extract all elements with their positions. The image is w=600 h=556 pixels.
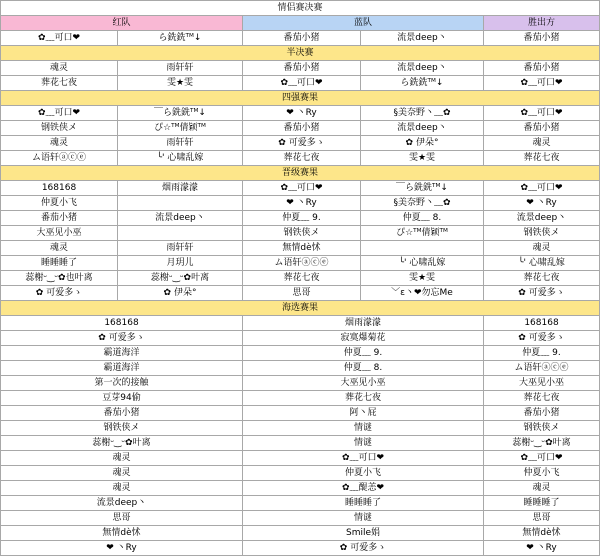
semi-cell: 雨轩轩 — [118, 61, 243, 76]
semi-cell: ✿﹏可口❤ — [243, 76, 361, 91]
quarter-cell: ✿ 伊朵° — [361, 136, 484, 151]
promo-row — [1, 226, 600, 241]
promo-row — [1, 181, 600, 196]
prelim-winner-cell: 魂灵 — [484, 481, 600, 496]
prelim-row — [1, 526, 600, 541]
prelim-blue-cell: Smile娟 — [243, 526, 484, 541]
quarter-row — [1, 151, 600, 166]
prelim-blue-cell: 仲夏﹏ 8. — [243, 361, 484, 376]
quarter-cell: ぴ☆ᵀᴹ倩颖ᵀᴹ — [118, 121, 243, 136]
prelim-blue-cell: 葬花七夜 — [243, 391, 484, 406]
promo-cell: 番茄小猪 — [1, 211, 118, 226]
promo-cell: 钢铁侠メ — [484, 226, 600, 241]
prelim-blue-cell: ✿﹏醍恙❤ — [243, 481, 484, 496]
prelim-blue-cell: 大巫见小巫 — [243, 376, 484, 391]
prelim-red-cell: 思哥 — [1, 511, 243, 526]
promo-cell: 月玥儿 — [118, 256, 243, 271]
quarter-cell: 钢铁侠メ — [1, 121, 118, 136]
semi-section-title: 半决赛 — [1, 46, 600, 61]
final-row — [1, 31, 600, 46]
promo-cell: 流景deep丶 — [118, 211, 243, 226]
promo-cell: 流景deep丶 — [484, 211, 600, 226]
prelim-section-row — [1, 301, 600, 316]
quarter-cell: 魂灵 — [1, 136, 118, 151]
prelim-blue-cell: 睡睡睡了 — [243, 496, 484, 511]
final-cell: 番茄小猪 — [243, 31, 361, 46]
prelim-row — [1, 346, 600, 361]
semi-cell: ら銑銑ᵀᴹ↓ — [361, 76, 484, 91]
prelim-blue-cell: 寂寞爆菊花 — [243, 331, 484, 346]
red-team-header: 红队 — [1, 16, 243, 31]
prelim-row — [1, 361, 600, 376]
prelim-winner-cell: ❤ 丶Ry — [484, 541, 600, 556]
prelim-red-cell: 霸道海洋 — [1, 346, 243, 361]
prelim-row — [1, 406, 600, 421]
prelim-red-cell: 钢铁侠メ — [1, 421, 243, 436]
quarter-cell: ✿﹏可口❤ — [1, 106, 118, 121]
prelim-winner-cell: 睡睡睡了 — [484, 496, 600, 511]
promo-cell: 葬花七夜 — [243, 271, 361, 286]
prelim-blue-cell: 仲夏小飞 — [243, 466, 484, 481]
promo-cell: 仲夏小飞 — [1, 196, 118, 211]
prelim-row — [1, 436, 600, 451]
prelim-winner-cell: 蕊榭ᵕ‿ᵕ✿叶离 — [484, 436, 600, 451]
results-body — [1, 1, 600, 556]
promo-cell: ム语轩ⓐⓒⓔ — [243, 256, 361, 271]
quarter-cell: 番茄小猪 — [243, 121, 361, 136]
semi-cell: 雯★雯 — [118, 76, 243, 91]
prelim-winner-cell: ✿﹏可口❤ — [484, 451, 600, 466]
quarter-cell: §美奈野丶﹏✿ — [361, 106, 484, 121]
semi-cell: 流景deep丶 — [361, 61, 484, 76]
prelim-red-cell: ✿ 可爱多ゝ — [1, 331, 243, 346]
prelim-winner-cell: 思哥 — [484, 511, 600, 526]
promo-cell: §美奈野丶﹏✿ — [361, 196, 484, 211]
prelim-winner-cell: 番茄小猪 — [484, 406, 600, 421]
prelim-red-cell: ❤ 丶Ry — [1, 541, 243, 556]
prelim-winner-cell: ム语轩ⓐⓒⓔ — [484, 361, 600, 376]
quarter-cell: ❤ 丶Ry — [243, 106, 361, 121]
prelim-red-cell: 豆芽94偷 — [1, 391, 243, 406]
promo-cell: ╰' 心啸乱嫁 — [361, 256, 484, 271]
prelim-row — [1, 421, 600, 436]
winner-header: 胜出方 — [484, 16, 600, 31]
quarter-cell: 番茄小猪 — [484, 121, 600, 136]
promo-cell: ╰' 心啸乱嫁 — [484, 256, 600, 271]
quarter-cell: 雨轩轩 — [118, 136, 243, 151]
prelim-winner-cell: 钢铁侠メ — [484, 421, 600, 436]
promo-cell: ✿﹏可口❤ — [484, 181, 600, 196]
prelim-winner-cell: 葬花七夜 — [484, 391, 600, 406]
title-row — [1, 1, 600, 16]
promo-cell: 168168 — [1, 181, 118, 196]
semi-cell: 魂灵 — [1, 61, 118, 76]
promo-cell: ✿﹏可口❤ — [243, 181, 361, 196]
prelim-winner-cell: 仲夏﹏ 9. — [484, 346, 600, 361]
quarter-section-title: 四强赛果 — [1, 91, 600, 106]
promo-cell: ✿ 可爱多ゝ — [1, 286, 118, 301]
prelim-blue-cell: 烟雨濛濛 — [243, 316, 484, 331]
prelim-row — [1, 466, 600, 481]
semi-row — [1, 76, 600, 91]
prelim-winner-cell: 無情dè怵 — [484, 526, 600, 541]
promo-row — [1, 211, 600, 226]
prelim-row — [1, 376, 600, 391]
semi-cell: 葬花七夜 — [1, 76, 118, 91]
page-title: 情侣赛决赛 — [1, 1, 600, 16]
quarter-row — [1, 136, 600, 151]
quarter-cell: ￣ら銑銑ᵀᴹ↓ — [118, 106, 243, 121]
promo-cell: ✿ 伊朵° — [118, 286, 243, 301]
prelim-red-cell: 第一次的接触 — [1, 376, 243, 391]
semi-cell: 番茄小猪 — [484, 61, 600, 76]
prelim-winner-cell: 仲夏小飞 — [484, 466, 600, 481]
prelim-row — [1, 511, 600, 526]
promo-cell — [361, 241, 484, 256]
promo-cell: 葬花七夜 — [484, 271, 600, 286]
prelim-blue-cell: 仲夏﹏ 9. — [243, 346, 484, 361]
final-cell: ✿﹏可口❤ — [1, 31, 118, 46]
quarter-cell: 魂灵 — [484, 136, 600, 151]
prelim-row — [1, 316, 600, 331]
promo-cell: 仲夏﹏ 9. — [243, 211, 361, 226]
header-row — [1, 16, 600, 31]
prelim-red-cell: 流景deep丶 — [1, 496, 243, 511]
prelim-blue-cell: 情谜 — [243, 436, 484, 451]
prelim-red-cell: 魂灵 — [1, 481, 243, 496]
quarter-cell: 雯★雯 — [361, 151, 484, 166]
blue-team-header: 蓝队 — [243, 16, 484, 31]
prelim-winner-cell: ✿ 可爱多ゝ — [484, 331, 600, 346]
promo-row — [1, 241, 600, 256]
promo-row — [1, 256, 600, 271]
promo-cell: 雨轩轩 — [118, 241, 243, 256]
quarter-section-row — [1, 91, 600, 106]
prelim-row — [1, 451, 600, 466]
prelim-blue-cell: ✿﹏可口❤ — [243, 451, 484, 466]
promo-cell: 仲夏﹏ 8. — [361, 211, 484, 226]
prelim-row — [1, 331, 600, 346]
promo-section-row — [1, 166, 600, 181]
promo-cell: ぴ☆ᵀᴹ倩颖ᵀᴹ — [361, 226, 484, 241]
quarter-cell: 流景deep丶 — [361, 121, 484, 136]
promo-cell — [118, 196, 243, 211]
promo-cell: 無情dè怵 — [243, 241, 361, 256]
prelim-winner-cell: 大巫见小巫 — [484, 376, 600, 391]
quarter-row — [1, 121, 600, 136]
prelim-blue-cell: 阿丶屁 — [243, 406, 484, 421]
promo-section-title: 晋级赛果 — [1, 166, 600, 181]
prelim-red-cell: 霸道海洋 — [1, 361, 243, 376]
promo-cell — [118, 226, 243, 241]
promo-cell: 烟雨濛濛 — [118, 181, 243, 196]
semi-section-row — [1, 46, 600, 61]
prelim-red-cell: 魂灵 — [1, 451, 243, 466]
final-cell: 番茄小猪 — [484, 31, 600, 46]
prelim-row — [1, 496, 600, 511]
prelim-red-cell: 蕊榭ᵕ‿ᵕ✿叶离 — [1, 436, 243, 451]
promo-cell: 思哥 — [243, 286, 361, 301]
promo-row — [1, 271, 600, 286]
prelim-red-cell: 魂灵 — [1, 466, 243, 481]
prelim-blue-cell: 情谜 — [243, 511, 484, 526]
promo-cell: ✿ 可爱多ゝ — [484, 286, 600, 301]
promo-cell: 雯★雯 — [361, 271, 484, 286]
final-cell: ら銑銑ᵀᴹ↓ — [118, 31, 243, 46]
promo-cell: ❤ 丶Ry — [484, 196, 600, 211]
quarter-row — [1, 106, 600, 121]
promo-cell: ￣ら銑銑ᵀᴹ↓ — [361, 181, 484, 196]
prelim-row — [1, 541, 600, 556]
promo-row — [1, 196, 600, 211]
promo-cell: 大巫见小巫 — [1, 226, 118, 241]
final-cell: 流景deep丶 — [361, 31, 484, 46]
promo-row — [1, 286, 600, 301]
prelim-blue-cell: ✿ 可爱多ゝ — [243, 541, 484, 556]
prelim-blue-cell: 情谜 — [243, 421, 484, 436]
promo-cell: 魂灵 — [1, 241, 118, 256]
promo-cell: 魂灵 — [484, 241, 600, 256]
promo-cell: ❤ 丶Ry — [243, 196, 361, 211]
semi-cell: 番茄小猪 — [243, 61, 361, 76]
promo-cell: 睡睡睡了 — [1, 256, 118, 271]
quarter-cell: ム语轩ⓐⓒⓔ — [1, 151, 118, 166]
prelim-row — [1, 481, 600, 496]
prelim-section-title: 海选赛果 — [1, 301, 600, 316]
quarter-cell: 葬花七夜 — [243, 151, 361, 166]
promo-cell: 蕊榭ᵕ‿ᵕ✿也叶离 — [1, 271, 118, 286]
quarter-cell: ✿﹏可口❤ — [484, 106, 600, 121]
quarter-cell: 葬花七夜 — [484, 151, 600, 166]
prelim-red-cell: 無情dè怵 — [1, 526, 243, 541]
promo-cell: 钢铁侠メ — [243, 226, 361, 241]
prelim-row — [1, 391, 600, 406]
prelim-red-cell: 168168 — [1, 316, 243, 331]
quarter-cell: ✿ 可爱多ゝ — [243, 136, 361, 151]
prelim-red-cell: 番茄小猪 — [1, 406, 243, 421]
quarter-cell: ╰' 心啸乱嫁 — [118, 151, 243, 166]
promo-cell: 蕊榭ᵕ‿ᵕ✿叶离 — [118, 271, 243, 286]
prelim-winner-cell: 168168 — [484, 316, 600, 331]
semi-cell: ✿﹏可口❤ — [484, 76, 600, 91]
promo-cell: ﹀ε丶❤勿忘Me — [361, 286, 484, 301]
semi-row — [1, 61, 600, 76]
